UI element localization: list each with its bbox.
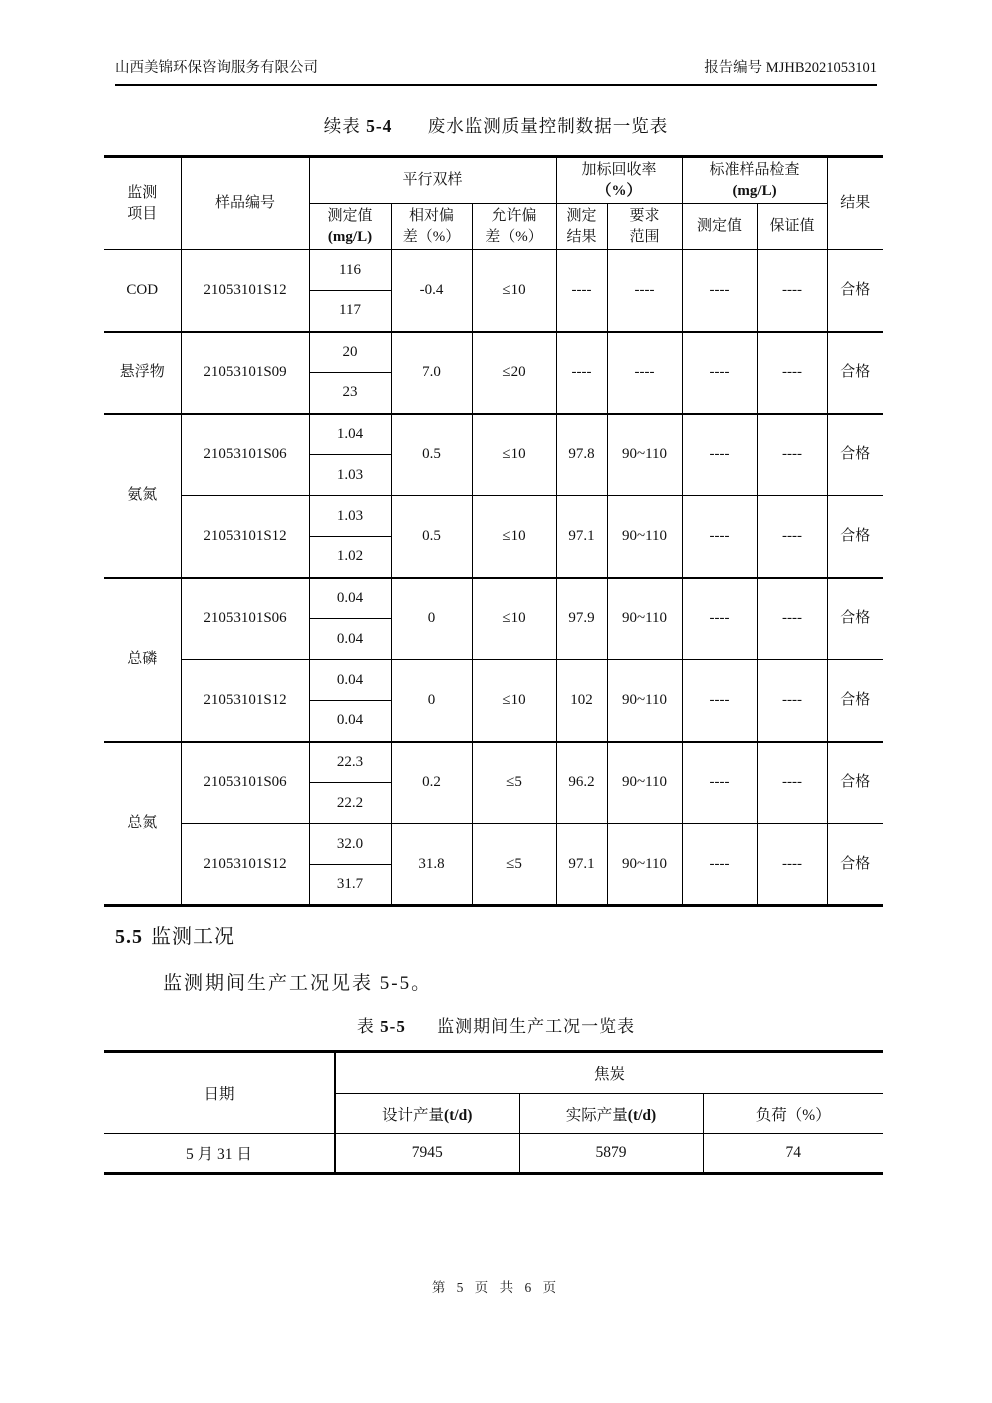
qc-sample-row [104,578,883,619]
prod-header-load-unit: （%） [786,1106,831,1124]
qc-required-range-cell: 90~110 [607,414,682,496]
production-table-title-number: 5-5 [380,1017,406,1036]
qc-table [104,155,883,907]
qc-item-cell: 悬浮物 [104,332,181,414]
qc-relative-deviation-cell: -0.4 [391,250,472,332]
qc-item-cell: 氨氮 [104,414,181,578]
header-monitor-item-line2: 项目 [127,205,158,222]
qc-measured-value-cell: 1.02 [309,537,391,578]
qc-spike-result-cell: 96.2 [556,742,607,824]
page-header [115,56,877,86]
header-std-guaranteed: 保证值 [757,204,827,250]
header-monitor-item [104,157,181,250]
header-required-range-line2: 范围 [629,228,660,245]
qc-spike-result-cell: 97.1 [556,496,607,578]
header-relative-deviation-line1: 相对偏 [408,207,454,224]
qc-spike-result-cell: 102 [556,660,607,742]
qc-measured-value-cell: 22.3 [309,742,391,783]
qc-measured-value-cell: 116 [309,250,391,291]
qc-spike-result-cell: ---- [556,332,607,414]
qc-allowed-deviation-cell: ≤10 [472,250,556,332]
qc-relative-deviation-cell: 0 [391,660,472,742]
qc-required-range-cell: ---- [607,250,682,332]
qc-measured-value-cell: 0.04 [309,619,391,660]
header-allowed-deviation-line2: 差（%） [485,228,543,245]
qc-required-range-cell: 90~110 [607,496,682,578]
header-required-range-line1: 要求 [629,207,660,224]
header-relative-deviation-line2: 差（%） [402,228,461,245]
qc-item-cell: COD [104,250,181,332]
qc-table-title-text: 废水监测质量控制数据一览表 [427,116,669,136]
qc-sample-id-cell: 21053101S12 [181,250,309,332]
header-spike-recovery-unit: （%） [596,182,642,199]
qc-result-cell: 合格 [827,332,883,414]
prod-header-load [703,1094,883,1134]
prod-cell-date: 5 月 31 日 [104,1134,335,1174]
prod-header-actual-cn: 实际产量 [565,1106,628,1124]
header-measured-value-line1: 测定值 [327,207,373,224]
prod-cell-actual: 5879 [519,1134,703,1174]
qc-table-title-prefix: 续表 [323,116,361,136]
qc-allowed-deviation-cell: ≤5 [472,742,556,824]
qc-required-range-cell: 90~110 [607,824,682,906]
qc-std-guaranteed-cell: ---- [757,578,827,660]
header-spike-recovery-line1: 加标回收率 [581,161,657,178]
header-standard-check-line1: 标准样品检查 [709,161,800,178]
qc-allowed-deviation-cell: ≤10 [472,414,556,496]
qc-item-cell: 总磷 [104,578,181,742]
page-number: 第 5 页 共 6 页 [431,1280,561,1295]
qc-relative-deviation-cell: 0 [391,578,472,660]
qc-sample-id-cell: 21053101S06 [181,578,309,660]
prod-header-load-cn: 负荷 [755,1106,787,1124]
qc-std-guaranteed-cell: ---- [757,332,827,414]
header-result: 结果 [827,157,883,250]
prod-data-row [104,1134,883,1174]
qc-std-measured-cell: ---- [682,496,757,578]
header-spike-recovery [556,157,682,204]
header-relative-deviation [391,204,472,250]
qc-spike-result-cell: 97.8 [556,414,607,496]
qc-measured-value-cell: 32.0 [309,824,391,865]
qc-result-cell: 合格 [827,414,883,496]
production-table-title-text: 监测期间生产工况一览表 [437,1017,636,1036]
qc-sample-id-cell: 21053101S12 [181,824,309,906]
qc-sample-row [104,250,883,291]
qc-result-cell: 合格 [827,660,883,742]
production-table-title [0,1012,992,1037]
qc-sample-row [104,824,883,865]
qc-allowed-deviation-cell: ≤20 [472,332,556,414]
section-heading [115,920,235,949]
qc-std-measured-cell: ---- [682,824,757,906]
qc-std-measured-cell: ---- [682,250,757,332]
header-standard-check-unit: (mg/L) [732,182,777,199]
qc-std-guaranteed-cell: ---- [757,250,827,332]
qc-required-range-cell: 90~110 [607,742,682,824]
qc-item-cell: 总氮 [104,742,181,906]
header-standard-check [682,157,827,204]
qc-allowed-deviation-cell: ≤10 [472,496,556,578]
qc-sample-row [104,332,883,373]
qc-allowed-deviation-cell: ≤10 [472,660,556,742]
qc-spike-result-cell: 97.9 [556,578,607,660]
prod-header-design-unit: (t/d) [444,1106,473,1124]
section-number: 5.5 [115,926,143,948]
qc-std-measured-cell: ---- [682,578,757,660]
prod-cell-load: 74 [703,1134,883,1174]
qc-sample-row [104,414,883,455]
header-allowed-deviation-line1: 允许偏 [491,207,537,224]
qc-measured-value-cell: 117 [309,291,391,332]
qc-measured-value-cell: 22.2 [309,783,391,824]
qc-relative-deviation-cell: 31.8 [391,824,472,906]
qc-result-cell: 合格 [827,250,883,332]
qc-std-measured-cell: ---- [682,332,757,414]
prod-header-product: 焦炭 [335,1052,883,1094]
qc-sample-id-cell: 21053101S09 [181,332,309,414]
prod-header-design-cn: 设计产量 [382,1106,445,1124]
header-required-range [607,204,682,250]
qc-result-cell: 合格 [827,578,883,660]
qc-allowed-deviation-cell: ≤5 [472,824,556,906]
header-spike-result [556,204,607,250]
qc-sample-id-cell: 21053101S12 [181,660,309,742]
qc-std-guaranteed-cell: ---- [757,742,827,824]
qc-measured-value-cell: 20 [309,332,391,373]
qc-std-guaranteed-cell: ---- [757,660,827,742]
prod-cell-design: 7945 [335,1134,519,1174]
qc-std-guaranteed-cell: ---- [757,496,827,578]
production-table-title-prefix: 表 [356,1017,375,1036]
qc-std-measured-cell: ---- [682,414,757,496]
qc-table-title [0,113,992,138]
qc-spike-result-cell: 97.1 [556,824,607,906]
qc-sample-id-cell: 21053101S06 [181,414,309,496]
prod-header-actual-unit: (t/d) [627,1106,657,1124]
qc-sample-row [104,496,883,537]
header-sample-id: 样品编号 [181,157,309,250]
body-paragraph: 监测期间生产工况见表 5-5。 [163,973,433,994]
qc-measured-value-cell: 31.7 [309,865,391,906]
prod-header-design-capacity [335,1094,519,1134]
prod-header-date: 日期 [104,1052,335,1134]
qc-std-measured-cell: ---- [682,660,757,742]
header-monitor-item-line1: 监测 [127,184,158,201]
qc-sample-row [104,742,883,783]
qc-measured-value-cell: 1.03 [309,496,391,537]
header-measured-value [309,204,391,250]
qc-relative-deviation-cell: 0.5 [391,414,472,496]
qc-table-title-number: 5-4 [366,116,393,136]
section-title: 监测工况 [151,926,235,948]
qc-std-guaranteed-cell: ---- [757,824,827,906]
qc-sample-id-cell: 21053101S12 [181,496,309,578]
qc-sample-row [104,660,883,701]
qc-measured-value-cell: 23 [309,373,391,414]
production-table [104,1050,883,1175]
header-parallel-samples: 平行双样 [309,157,556,204]
company-name: 山西美锦环保咨询服务有限公司 [115,60,318,76]
qc-std-measured-cell: ---- [682,742,757,824]
qc-measured-value-cell: 0.04 [309,701,391,742]
qc-required-range-cell: 90~110 [607,578,682,660]
qc-relative-deviation-cell: 0.2 [391,742,472,824]
header-std-measured: 测定值 [682,204,757,250]
qc-result-cell: 合格 [827,496,883,578]
qc-measured-value-cell: 1.04 [309,414,391,455]
header-spike-result-line2: 结果 [566,228,597,245]
header-spike-result-line1: 测定 [566,207,597,224]
prod-header-actual-output [519,1094,703,1134]
qc-result-cell: 合格 [827,742,883,824]
qc-required-range-cell: ---- [607,332,682,414]
qc-relative-deviation-cell: 0.5 [391,496,472,578]
qc-allowed-deviation-cell: ≤10 [472,578,556,660]
report-number: 报告编号 MJHB2021053101 [704,60,877,76]
qc-result-cell: 合格 [827,824,883,906]
qc-required-range-cell: 90~110 [607,660,682,742]
qc-measured-value-cell: 1.03 [309,455,391,496]
qc-std-guaranteed-cell: ---- [757,414,827,496]
qc-sample-id-cell: 21053101S06 [181,742,309,824]
qc-spike-result-cell: ---- [556,250,607,332]
header-allowed-deviation [472,204,556,250]
qc-measured-value-cell: 0.04 [309,660,391,701]
header-measured-value-unit: (mg/L) [327,228,373,245]
qc-measured-value-cell: 0.04 [309,578,391,619]
qc-relative-deviation-cell: 7.0 [391,332,472,414]
